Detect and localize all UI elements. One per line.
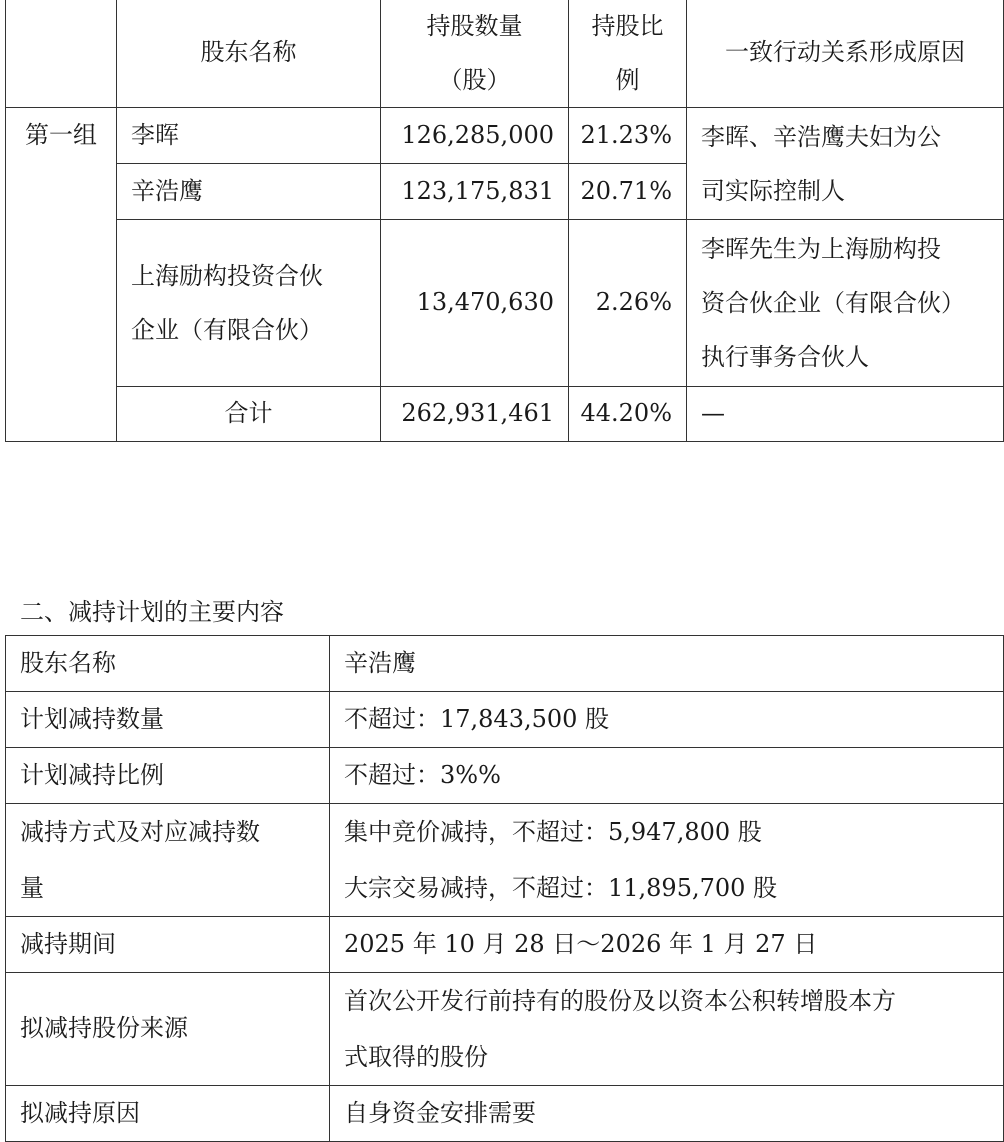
header-ratio-line2: 例 — [615, 66, 640, 94]
row-label: 计划减持比例 — [6, 748, 330, 804]
table-row — [6, 108, 1004, 164]
reason-cell — [687, 220, 1004, 387]
row-value-line: 首次公开发行前持有的股份及以资本公积转增股本方 — [344, 987, 896, 1015]
total-label: 合计 — [117, 387, 381, 442]
table-row — [6, 692, 1004, 748]
row-value: 辛浩鹰 — [330, 636, 1004, 692]
table-header-row — [6, 0, 1004, 108]
header-empty-cell — [6, 0, 117, 108]
reason-cell — [687, 108, 1004, 220]
section-title: 二、减持计划的主要内容 — [20, 598, 284, 626]
table-row — [6, 804, 1004, 917]
row-label: 拟减持股份来源 — [6, 973, 330, 1086]
ratio-value: 21.23% — [569, 108, 687, 164]
reason-line: 李晖先生为上海励构投 — [701, 235, 941, 263]
header-ratio — [569, 0, 687, 108]
shareholder-name-line: 上海励构投资合伙 — [131, 262, 323, 290]
row-value-line: 集中竞价减持，不超过：5,947,800 股 — [344, 818, 762, 846]
header-name: 股东名称 — [117, 0, 381, 108]
shareholder-name-line: 企业（有限合伙） — [131, 316, 323, 344]
group-label: 第一组 — [6, 108, 117, 442]
reason-line: 资合伙企业（有限合伙） — [701, 289, 965, 317]
shareholder-concert-table — [5, 0, 1004, 442]
reason-line: 李晖、辛浩鹰夫妇为公 — [701, 122, 941, 151]
shares-value: 126,285,000 — [381, 108, 569, 164]
ratio-value: 20.71% — [569, 164, 687, 220]
table-row — [6, 1086, 1004, 1142]
table-row — [6, 917, 1004, 973]
table-row — [6, 973, 1004, 1086]
row-value-line: 式取得的股份 — [344, 1043, 488, 1071]
header-shares — [381, 0, 569, 108]
row-label-line: 量 — [20, 874, 44, 902]
row-value: 自身资金安排需要 — [330, 1086, 1004, 1142]
row-value: 不超过：3%% — [330, 748, 1004, 804]
total-reason: — — [687, 387, 1004, 442]
total-row — [6, 387, 1004, 442]
header-ratio-line1: 持股比 — [591, 12, 664, 40]
row-label: 拟减持原因 — [6, 1086, 330, 1142]
shares-value: 13,470,630 — [381, 220, 569, 387]
shareholder-name — [117, 220, 381, 387]
table-row — [6, 636, 1004, 692]
row-value — [330, 804, 1004, 917]
ratio-value: 2.26% — [569, 220, 687, 387]
row-label: 减持期间 — [6, 917, 330, 973]
row-value: 2025 年 10 月 28 日～2026 年 1 月 27 日 — [330, 917, 1004, 973]
header-shares-line1: 持股数量 — [426, 12, 523, 40]
row-label: 股东名称 — [6, 636, 330, 692]
shareholder-name: 李晖 — [117, 108, 381, 164]
reason-line: 执行事务合伙人 — [701, 343, 869, 371]
reduction-plan-table — [5, 635, 1004, 1142]
row-label — [6, 804, 330, 917]
table-row — [6, 220, 1004, 387]
row-value-line: 大宗交易减持，不超过：11,895,700 股 — [344, 874, 778, 902]
row-value: 不超过：17,843,500 股 — [330, 692, 1004, 748]
reason-line: 司实际控制人 — [701, 176, 845, 205]
row-label-line: 减持方式及对应减持数 — [20, 818, 260, 846]
header-shares-line2: （股） — [438, 66, 511, 94]
shares-value: 123,175,831 — [381, 164, 569, 220]
table-row — [6, 748, 1004, 804]
row-label: 计划减持数量 — [6, 692, 330, 748]
total-ratio: 44.20% — [569, 387, 687, 442]
row-value — [330, 973, 1004, 1086]
shareholder-name: 辛浩鹰 — [117, 164, 381, 220]
header-reason: 一致行动关系形成原因 — [687, 0, 1004, 108]
total-shares: 262,931,461 — [381, 387, 569, 442]
